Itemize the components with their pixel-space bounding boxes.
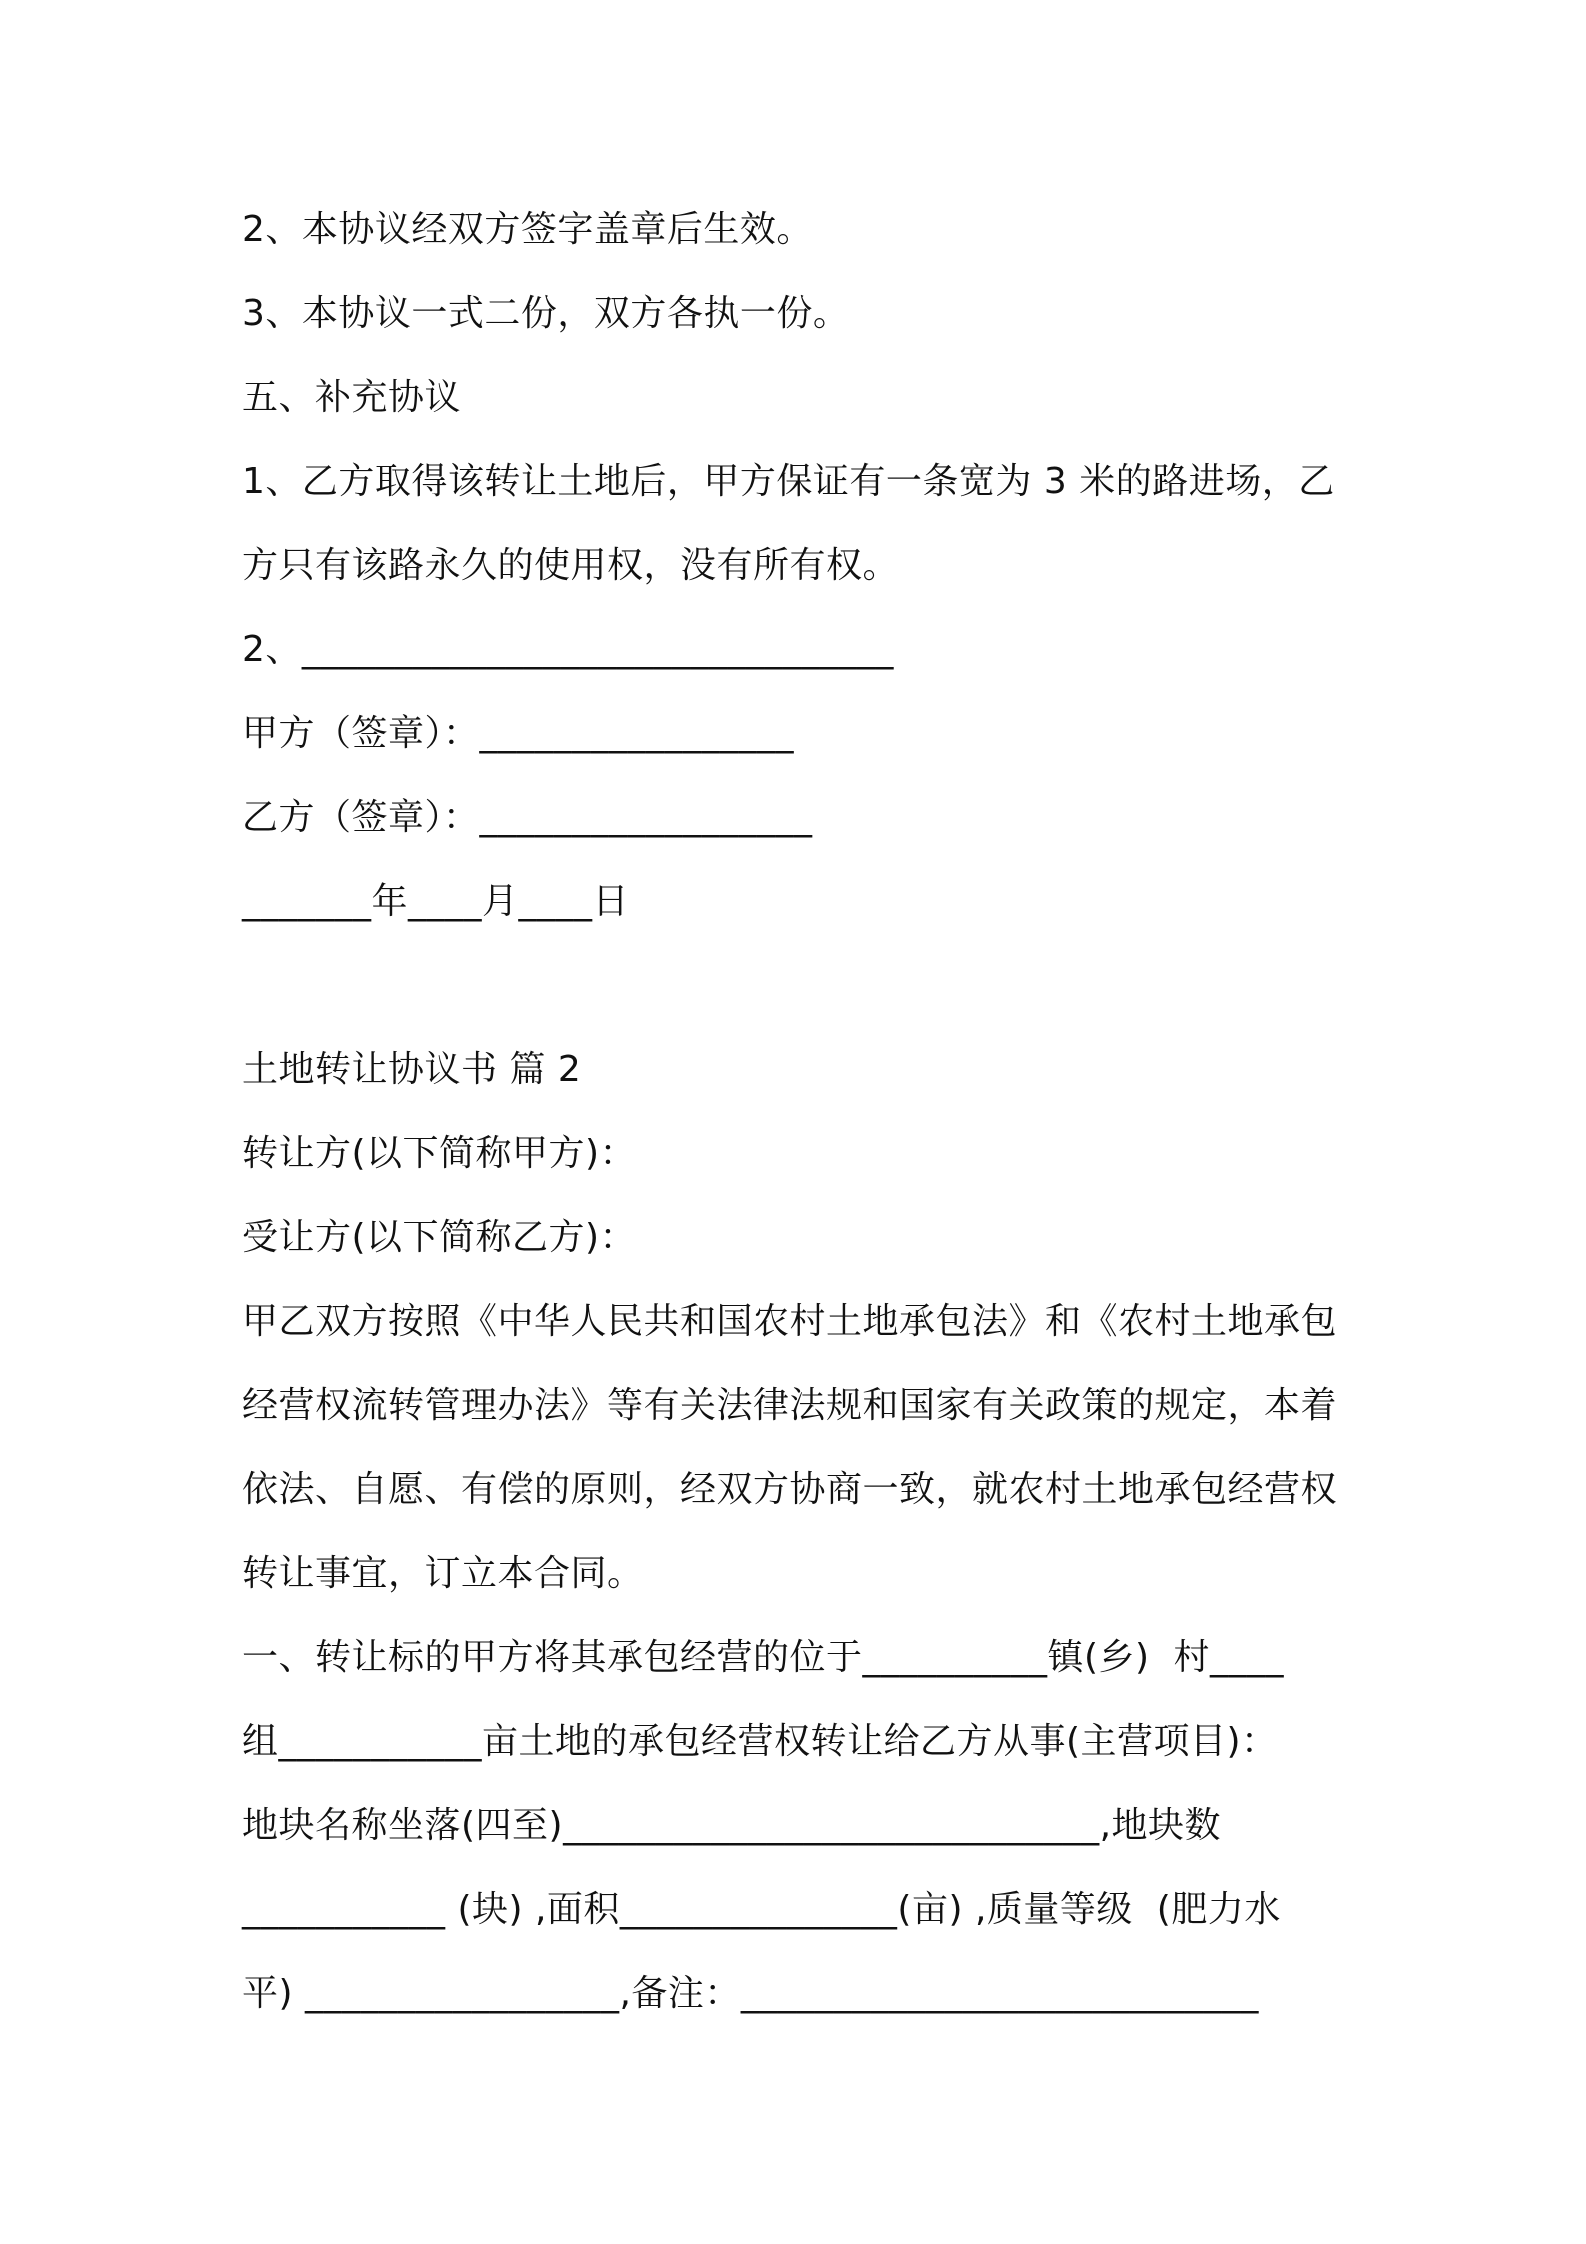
party-a-signature: 甲方（签章）：_________________ <box>242 713 795 754</box>
preamble-line-4: 转让事宜，订立本合同。 <box>242 1553 644 1594</box>
transferee-line: 受让方(以下简称乙方)： <box>242 1217 637 1258</box>
transferor-line: 转让方(以下简称甲方)： <box>242 1133 637 1174</box>
document-title: 土地转让协议书 篇 2 <box>242 1049 582 1090</box>
article-1-line-3: 地块名称坐落(四至)_____________________________,地块数 <box>242 1805 1222 1846</box>
party-b-signature: 乙方（签章）：__________________ <box>242 797 813 838</box>
article-1-line-5: 平) _________________,备注：____________________________ <box>242 1973 1259 2014</box>
preamble-line-2: 经营权流转管理办法》等有关法律法规和国家有关政策的规定，本着 <box>242 1385 1338 1426</box>
supplementary-clause-1-line-1: 1、乙方取得该转让土地后，甲方保证有一条宽为 3 米的路进场，乙 <box>242 461 1335 502</box>
date-line: _______年____月____日 <box>242 881 630 922</box>
clause-effective: 2、本协议经双方签字盖章后生效。 <box>242 209 813 250</box>
preamble-line-3: 依法、自愿、有偿的原则，经双方协商一致，就农村土地承包经营权 <box>242 1469 1338 1510</box>
article-1-line-2: 组___________亩土地的承包经营权转让给乙方从事(主营项目)： <box>242 1721 1278 1762</box>
section-supplementary: 五、补充协议 <box>242 377 462 418</box>
supplementary-clause-2: 2、________________________________ <box>242 629 894 670</box>
clause-copies: 3、本协议一式二份，双方各执一份。 <box>242 293 850 334</box>
preamble-line-1: 甲乙双方按照《中华人民共和国农村土地承包法》和《农村土地承包 <box>242 1301 1338 1342</box>
article-1-line-4: ___________ (块) ,面积_______________(亩) ,质量等级 (肥力水 <box>242 1889 1281 1930</box>
article-1-line-1: 一、转让标的甲方将其承包经营的位于__________镇(乡) 村____ <box>242 1637 1284 1678</box>
supplementary-clause-1-line-2: 方只有该路永久的使用权，没有所有权。 <box>242 545 900 586</box>
